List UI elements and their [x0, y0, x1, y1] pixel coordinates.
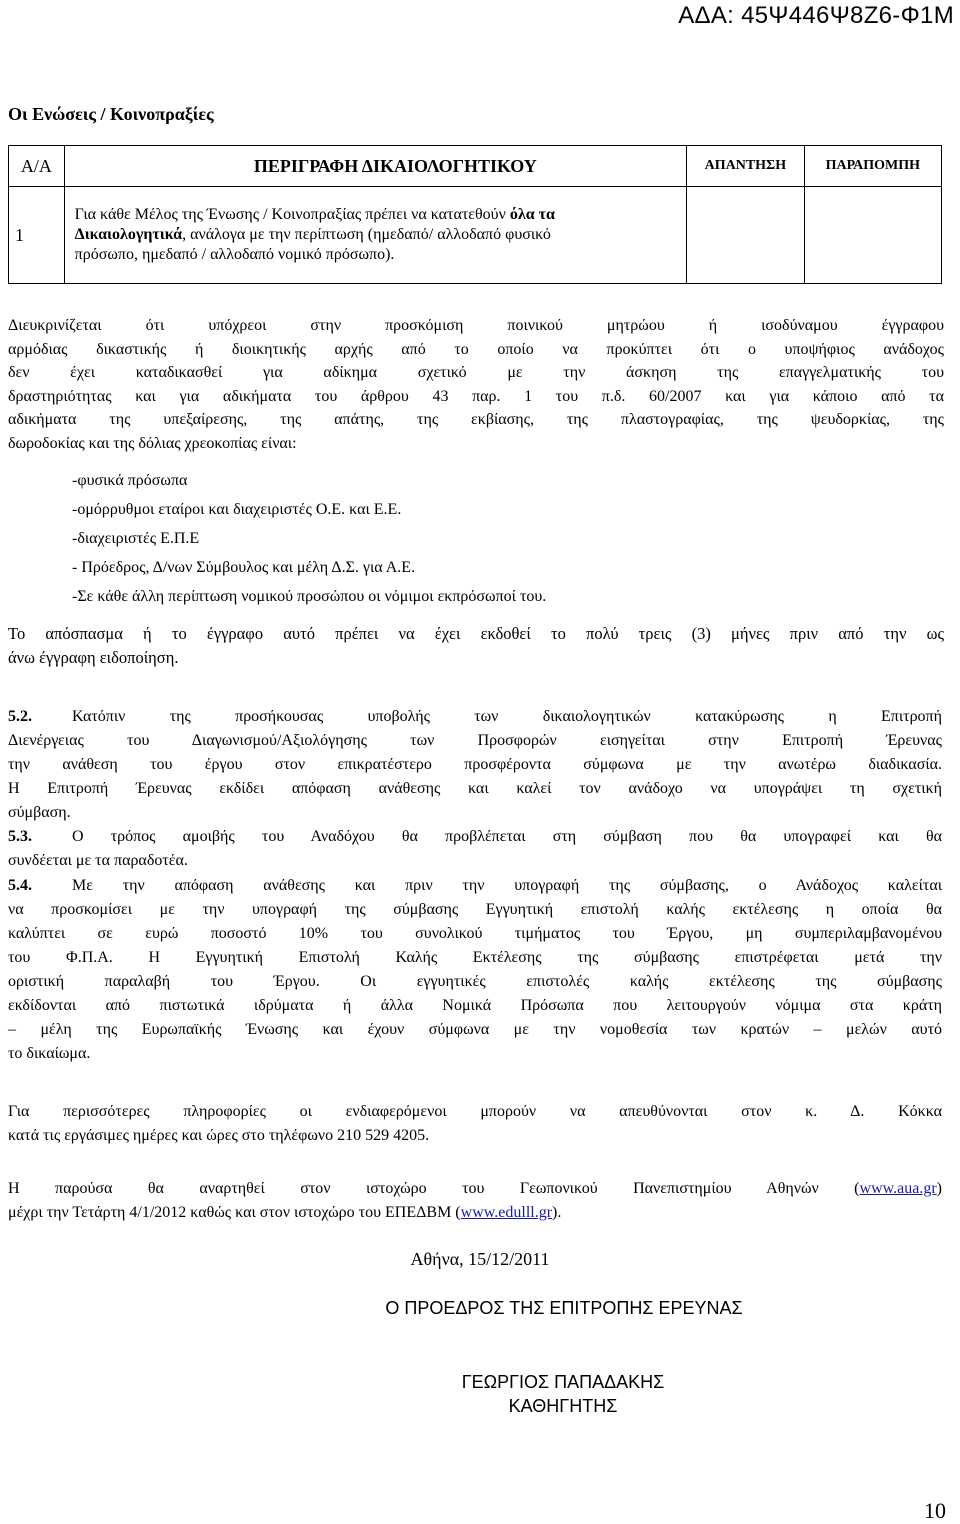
posting-line-2-text: μέχρι την Τετάρτη 4/1/2012 καθώς και στον ιστοχώρο του ΕΠΕΔΒΜ (	[8, 1204, 461, 1221]
posting-line	[8, 1177, 942, 1201]
contact-paragraph	[8, 1100, 942, 1148]
list-item: -διαχειριστές Ε.Π.Ε	[72, 530, 200, 547]
list-item: -φυσικά πρόσωπα	[72, 472, 188, 489]
section-5-2-line: την ανάθεση του έργου στον επικρατέστερο προσφέροντα σύμφωνα με την ανωτέρω διαδικασία.	[8, 756, 942, 773]
table-header-row	[9, 146, 942, 187]
section-5-4-line: το δικαίωμα.	[8, 1045, 91, 1062]
posting-paragraph	[8, 1177, 942, 1225]
responsible-persons-list	[72, 466, 546, 611]
signatory-title: ΚΑΘΗΓΗΤΗΣ	[508, 1396, 618, 1416]
edulll-link[interactable]: www.edulll.gr	[460, 1204, 553, 1221]
row-line-1-bold: όλα τα	[509, 206, 555, 223]
section-5-4-line: εκδίδονται από πιστωτικά ιδρύματα ή άλλα Νομικά Πρόσωπα που λειτουργούν νόμιμα στα κράτη	[8, 997, 942, 1014]
row-number: 1	[9, 187, 65, 284]
list-item: -ομόρρυθμοι εταίροι και διαχειριστές Ο.Ε. και Ε.Ε.	[72, 501, 402, 518]
posting-line-1-end: )	[936, 1180, 942, 1197]
clarification-line: δραστηριότητας και για αδικήματα του άρθρου 43 παρ. 1 του π.δ. 60/2007 και για κάποιο από τα	[8, 387, 944, 405]
section-5-4	[8, 874, 942, 1066]
row-line-1	[75, 205, 686, 225]
table-row	[9, 187, 942, 284]
row-answer-cell	[686, 187, 804, 284]
contact-line: κατά τις εργάσιμες ημέρες και ώρες στο τηλέφωνο 210 529 4205.	[8, 1127, 430, 1144]
row-line-2	[75, 225, 686, 245]
section-5-2-line: σύμβαση.	[8, 804, 71, 821]
clarification-line: Διευκρινίζεται ότι υπόχρεοι στην προσκόμιση ποινικού μητρώου ή ισοδύναμου έγγραφου	[8, 317, 944, 334]
clarification-line: αρμόδιας δικαστικής ή διοικητικής αρχής από το οποίο να προκύπτει ότι ο υποψήφιος ανάδοχος	[8, 340, 944, 358]
section-5-4-line: – μέλη της Ευρωπαϊκής Ένωσης και έχουν σύμφωνα με την νομοθεσία των κρατών – μελών αυτό	[8, 1021, 942, 1038]
section-5-4-text: Με την απόφαση ανάθεσης και πριν την υπογραφή της σύμβασης, ο Ανάδοχος καλείται	[72, 877, 942, 894]
validity-line: Το απόσπασμα ή το έγγραφο αυτό πρέπει να έχει εκδοθεί το πολύ τρεις (3) μήνες πριν από την ως	[8, 624, 944, 643]
contact-line: Για περισσότερες πληροφορίες οι ενδιαφερόμενοι μπορούν να απευθύνονται στον κ. Δ. Κόκκα	[8, 1103, 942, 1120]
posting-line-2-end: ).	[552, 1204, 562, 1221]
section-5-4-line: του Φ.Π.Α. Η Εγγυητική Επιστολή Καλής Εκτέλεσης της σύμβασης επιστρέφεται μετά την	[8, 949, 942, 966]
header-aa: Α/Α	[9, 146, 65, 187]
validity-line: άνω έγγραφη ειδοποίηση.	[8, 648, 179, 667]
header-description: ΠΕΡΙΓΡΑΦΗ ΔΙΚΑΙΟΛΟΓΗΤΙΚΟΥ	[64, 146, 686, 187]
row-line-2-text: , ανάλογα με την περίπτωση (ημεδαπό/ αλλοδαπό φυσικό	[182, 226, 551, 243]
signatory-name: ΓΕΩΡΓΙΟΣ ΠΑΠΑΔΑΚΗΣ	[461, 1372, 665, 1392]
ada-code: ΑΔΑ: 45Ψ446Ψ8Ζ6-Φ1Μ	[678, 2, 954, 29]
place-date: Αθήνα, 15/12/2011	[410, 1249, 550, 1269]
section-5-4-line: καλύπτει σε ευρώ ποσοστό 10% του συνολικού τιμήματος του Έργου, μη συμπεριλαμβανομένου	[8, 925, 942, 942]
section-5-4-line	[8, 874, 942, 898]
posting-line-1-text: Η παρούσα θα αναρτηθεί στον ιστοχώρο του Γεωπονικού Πανεπιστημίου Αθηνών (	[8, 1180, 860, 1197]
header-answer: ΑΠΑΝΤΗΣΗ	[686, 146, 804, 187]
section-5-2-line: Διενέργειας του Διαγωνισμού/Αξιολόγησης των Προσφορών εισηγείται στην Επιτροπή Έρευνας	[8, 732, 942, 749]
validity-paragraph	[8, 622, 944, 670]
requirements-table	[8, 145, 942, 284]
section-5-3-line	[8, 825, 942, 849]
section-5-2-number: 5.2.	[8, 708, 32, 725]
section-5-2	[8, 705, 942, 825]
clarification-paragraph	[8, 314, 944, 455]
section-5-2-line: Η Επιτροπή Έρευνας εκδίδει απόφαση ανάθεσης και καλεί τον ανάδοχο να υπογράψει τη σχετική	[8, 780, 942, 797]
section-5-3-text: Ο τρόπος αμοιβής του Αναδόχου θα προβλέπεται στη σύμβαση που θα υπογραφεί και θα	[72, 828, 942, 845]
posting-line	[8, 1201, 942, 1225]
section-5-2-text: Κατόπιν της προσήκουσας υποβολής των δικαιολογητικών κατακύρωσης η Επιτροπή	[72, 708, 942, 725]
section-title: Οι Ενώσεις / Κοινοπραξίες	[8, 104, 214, 124]
row-description	[64, 187, 686, 284]
section-5-3-number: 5.3.	[8, 828, 32, 845]
committee-title: Ο ΠΡΟΕΔΡΟΣ ΤΗΣ ΕΠΙΤΡΟΠΗΣ ΕΡΕΥΝΑΣ	[385, 1298, 743, 1318]
row-line-1-text: Για κάθε Μέλος της Ένωσης / Κοινοπραξίας πρέπει να κατατεθούν	[74, 206, 510, 223]
list-item: - Πρόεδρος, Δ/νων Σύμβουλος και μέλη Δ.Σ. για Α.Ε.	[72, 559, 416, 576]
clarification-line: δεν έχει καταδικασθεί για αδίκημα σχετικό με την άσκηση της επαγγελματικής του	[8, 364, 944, 381]
clarification-line: δωροδοκίας και της δόλιας χρεοκοπίας είναι:	[8, 434, 297, 452]
section-5-2-line	[8, 705, 942, 729]
page-number: 10	[924, 1498, 946, 1523]
section-5-4-line: να προσκομίσει με την υπογραφή της σύμβασης Εγγυητική επιστολή καλής εκτέλεσης η οποία θα	[8, 901, 942, 918]
section-5-4-line: οριστική παραλαβή του Έργου. Οι εγγυητικές επιστολές καλής εκτέλεσης της σύμβασης	[8, 973, 942, 990]
row-line-3: πρόσωπο, ημεδαπό / αλλοδαπό νομικό πρόσωπο).	[74, 246, 395, 263]
section-5-3-line: συνδέεται με τα παραδοτέα.	[8, 852, 188, 869]
list-item: -Σε κάθε άλλη περίπτωση νομικού προσώπου οι νόμιμοι εκπρόσωποί του.	[72, 588, 547, 605]
section-5-4-number: 5.4.	[8, 877, 32, 894]
section-5-3	[8, 825, 942, 873]
header-reference: ΠΑΡΑΠΟΜΠΗ	[804, 146, 941, 187]
aua-link[interactable]: www.aua.gr	[859, 1180, 937, 1197]
row-line-2-bold: Δικαιολογητικά	[74, 226, 183, 243]
clarification-line: αδικήματα της υπεξαίρεσης, της απάτης, της εκβίασης, της πλαστογραφίας, της ψευδορκίας, της	[8, 411, 944, 428]
row-reference-cell	[804, 187, 941, 284]
